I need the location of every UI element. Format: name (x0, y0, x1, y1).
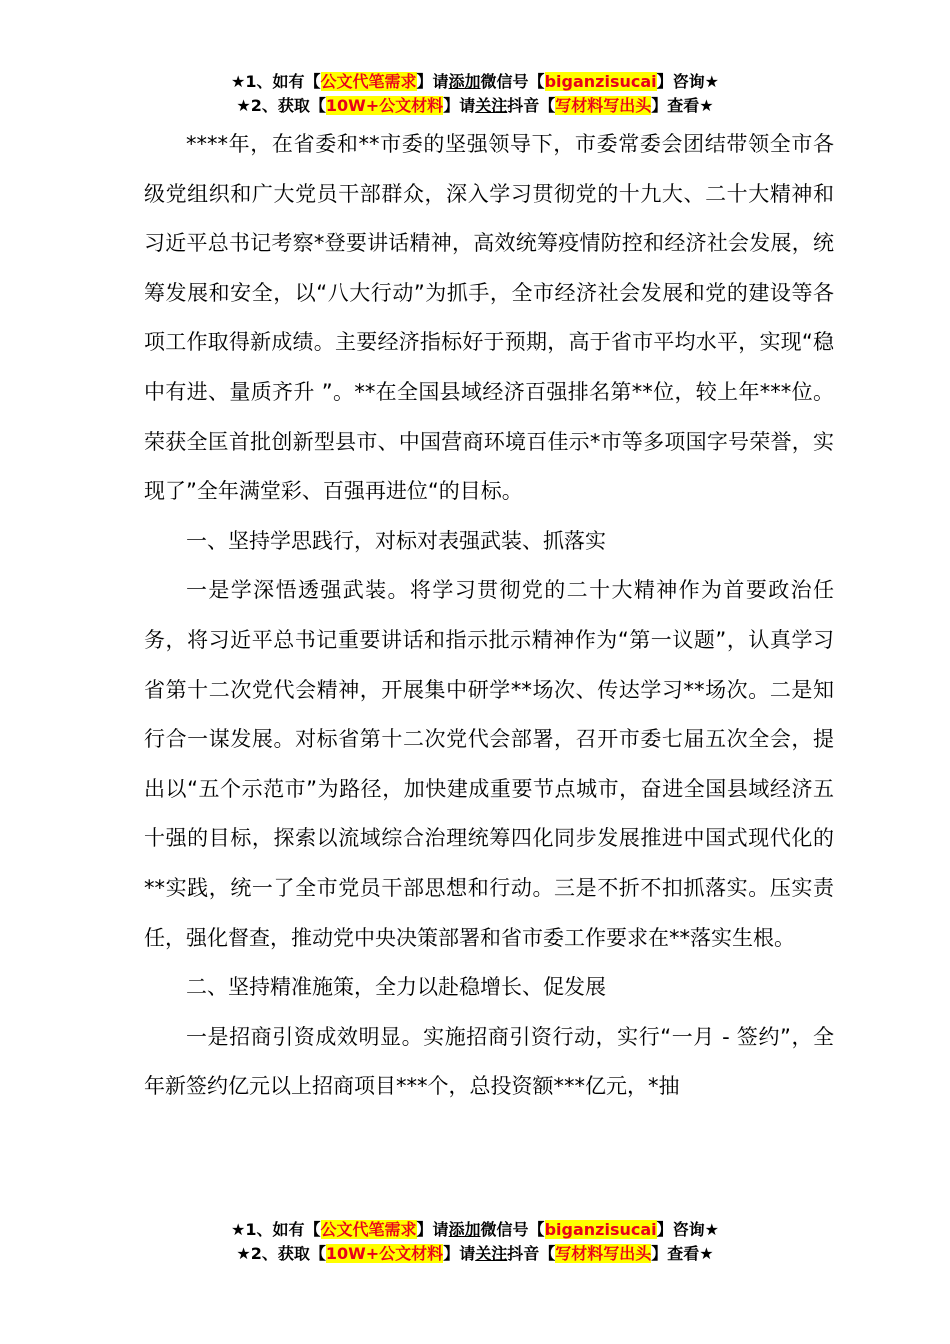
body-paragraph-2: 一是学深悟透强武装。将学习贯彻党的二十大精神作为首要政治任务，将习近平总书记重要讲话和指示批示精神作为“第一议题”，认真学习省第十二次党代会精神，开展集中研学**场次、传达学习**场次。二是知行合一谋发展。对标省第十二次党代会部署，召开市委七届五次全会，提出以“五个示范市”为路径，加快建成重要节点城市，奋进全国县域经济五十强的目标，探索以流域综合治理统筹四化同步发展推进中国式现代化的**实践，统一了全市党员干部思想和行动。三是不折不扣抓落实。压实责任，强化督查，推动党中央决策部署和省市委工作要求在**落实生根。 (144, 578, 834, 950)
footer-highlight: biganzisucai (544, 1220, 657, 1239)
document-body (144, 120, 834, 1112)
section-heading-2: 二、坚持精准施策，全力以赴稳增长、促发展 (186, 975, 606, 1000)
header-line-2: ★2、获取【10W+公文材料】请关注抖音【写材料写出头】查看★ (236, 96, 714, 115)
footer-line-2: ★2、获取【10W+公文材料】请关注抖音【写材料写出头】查看★ (236, 1244, 714, 1263)
header-highlight: 写材料写出头 (555, 96, 652, 115)
footer-highlight: 写材料写出头 (555, 1244, 652, 1263)
footer-highlight: 10W+公文材料 (325, 1244, 444, 1263)
body-paragraph-3: 一是招商引资成效明显。实施招商引资行动，实行“一月 - 签约”，全年新签约亿元以上招商项目***个，总投资额***亿元，*抽 (144, 1024, 834, 1099)
header-highlight: 10W+公文材料 (325, 96, 444, 115)
header-line-1: ★1、如有【公文代笔需求】请添加微信号【biganzisucai】咨询★ (231, 72, 719, 91)
body-paragraph-1: ****年，在省委和**市委的坚强领导下，市委常委会团结带领全市各级党组织和广大党员干部群众，深入学习贯彻党的十九大、二十大精神和习近平总书记考察*登要讲话精神，高效统筹疫情防控和经济社会发展，统筹发展和安全，以“八大行动”为抓手，全市经济社会发展和党的建设等各项工作取得新成绩。主要经济指标好于预期，高于省市平均水平，实现“稳中有进、量质齐升 ”。**在全国县域经济百强排名第**位，较上年***位。荣获全匡首批创新型县市、中国营商环境百佳示*市等多项国字号荣誉，实现了”全年满堂彩、百强再进位“的目标。 (144, 132, 834, 504)
header-banner (0, 70, 950, 118)
footer-banner (0, 1218, 950, 1266)
footer-highlight: 公文代笔需求 (320, 1220, 417, 1239)
header-highlight: 公文代笔需求 (320, 72, 417, 91)
footer-line-1: ★1、如有【公文代笔需求】请添加微信号【biganzisucai】咨询★ (231, 1220, 719, 1239)
header-highlight: biganzisucai (544, 72, 657, 91)
section-heading-1: 一、坚持学思践行，对标对表强武装、抓落实 (186, 528, 606, 553)
